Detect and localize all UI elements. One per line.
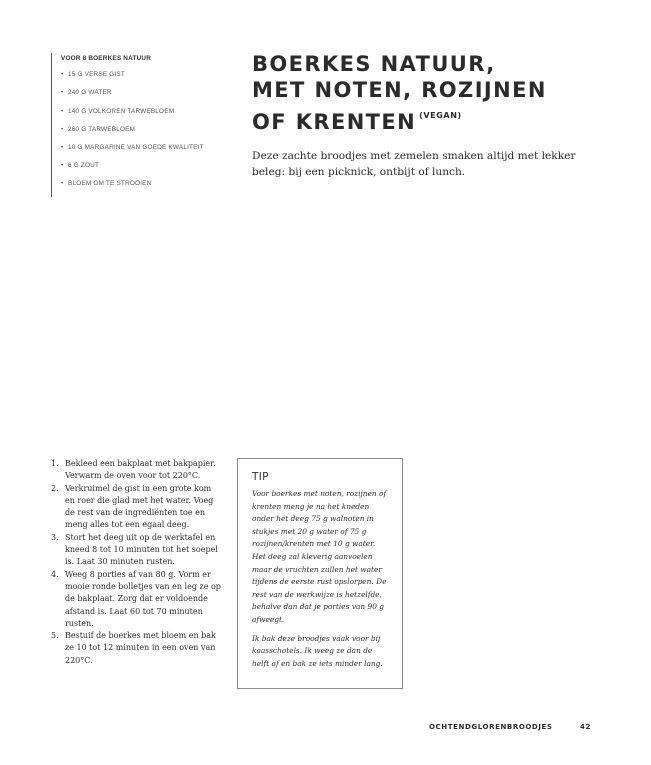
step-number: 3.	[51, 532, 59, 542]
tip-box	[237, 458, 403, 689]
ingredients-title: VOOR 8 BOERKES NATUUR	[61, 55, 152, 62]
step-item	[51, 483, 221, 532]
recipe-title-line-last	[252, 103, 612, 136]
step-number: 5.	[51, 631, 59, 641]
ingredient-item: • 10 G MARGARINE VAN GOEDE KWALITEIT	[61, 142, 221, 153]
recipe-title-line: BOERKES NATUUR,	[252, 52, 496, 76]
ingredient-item: • 240 G WATER	[61, 87, 221, 99]
step-text: Verkruimel de gist in een grote kom en roer die glad met het water. Voeg de rest van de ingrediënten toe en meng alles tot een egaal deeg.	[65, 483, 214, 530]
ingredient-item: • 260 G TARWEBLOEM	[61, 124, 221, 136]
step-text: Stort het deeg uit op de werktafel en kneed 8 tot 10 minuten tot het soepel is. Laat 30 minuten rusten.	[65, 532, 218, 567]
step-number: 4.	[51, 569, 59, 579]
step-item	[51, 458, 221, 483]
tip-title: TIP	[252, 471, 269, 483]
step-text: Weeg 8 porties af van 80 g. Vorm er mooie ronde bolletjes van en leg ze op de bakplaat. Zorg dat er voldoende afstand is. Laat 60 tot 70 minuten rusten.	[65, 569, 221, 628]
recipe-title-line: OF KRENTEN	[252, 110, 417, 134]
ingredient-item: • 6 G ZOUT	[61, 160, 221, 172]
ingredient-item: • BLOEM OM TE STROOIEN	[61, 178, 221, 190]
tip-paragraph: Ik bak deze broodjes vaak voor bij kaasschotels. Ik weeg ze dan de helft af en bak ze iets minder lang.	[252, 633, 383, 668]
section-name: OCHTENDGLORENBROODJES	[429, 723, 553, 731]
vegan-tag: (VEGAN)	[419, 111, 462, 120]
page-number: 42	[580, 723, 591, 731]
recipe-title	[252, 52, 612, 136]
step-text: Bestuif de boerkes met bloem en bak ze 10 tot 12 minuten in een oven van 220°C.	[65, 631, 216, 665]
step-item	[51, 532, 221, 569]
step-item	[51, 630, 221, 667]
recipe-intro: Deze zachte broodjes met zemelen smaken altijd met lekker beleg: bij een picknick, ontbijt of lunch.	[252, 150, 576, 178]
step-number: 2.	[51, 483, 59, 493]
ingredients-list	[51, 53, 221, 197]
step-text: Bekleed een bakplaat met bakpapier. Verwarm de oven voor tot 220°C.	[65, 459, 216, 481]
step-number: 1.	[51, 459, 59, 468]
tip-paragraph: Voor boerkes met noten, rozijnen of krenten meng je na het kneden onder het deeg 75 g walnoten in stukjes met 20 g water of 75 g rozijnen/krenten met 10 g water. Het deeg zal kleverig aanvoelen maar de vruchten zullen het water tijdens de eerste rust opslorpen. De rest van de werkwijze is hetzelfde, behalve dan dat je porties van 90 g afweegt.	[252, 489, 387, 624]
recipe-title-line: MET NOTEN, ROZIJNEN	[252, 77, 547, 102]
ingredient-item: • 140 G VOLKOREN TARWEBLOEM	[61, 106, 221, 118]
ingredient-item: • 15 G VERSE GIST	[61, 69, 221, 81]
recipe-steps	[51, 458, 221, 667]
step-item	[51, 569, 221, 630]
ingredients-items	[61, 69, 221, 190]
